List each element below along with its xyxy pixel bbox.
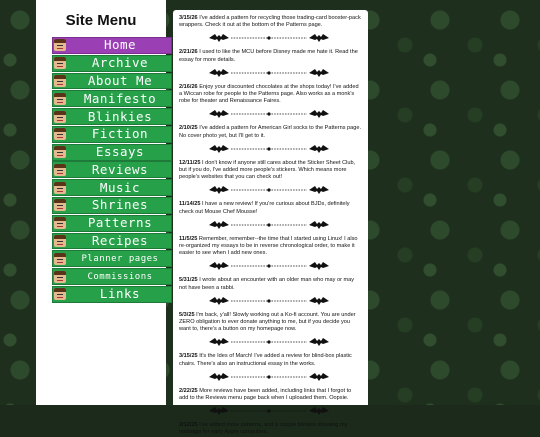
sidebar-item-label: Music (99, 179, 141, 195)
update-entry (173, 10, 368, 29)
bat-divider (173, 218, 368, 232)
updates-panel[interactable] (173, 10, 368, 436)
sidebar-item-label: Manifesto (83, 90, 157, 106)
avatar-icon (54, 39, 66, 51)
avatar-icon (54, 111, 66, 123)
update-date: 2/21/26 (179, 49, 198, 56)
update-text: I've added a pattern for recycling those trading-card booster-pack wrappers. Check it out at the bottom of the Patterns page. (179, 15, 361, 29)
update-date: 3/15/26 (179, 15, 198, 21)
sidebar (36, 0, 166, 405)
avatar-icon (54, 182, 66, 194)
avatar-icon (54, 75, 66, 87)
update-entry (173, 277, 368, 291)
update-date: 12/11/25 (179, 159, 201, 166)
update-date: 2/12/25 (179, 422, 198, 429)
bat-divider (173, 66, 368, 80)
sidebar-item-label: Fiction (91, 126, 149, 142)
avatar-icon (54, 57, 66, 69)
update-date: 5/31/25 (179, 277, 198, 284)
bat-icon (207, 259, 331, 273)
sidebar-item-fiction[interactable] (52, 126, 172, 143)
bat-icon (207, 142, 331, 156)
bat-divider (173, 335, 368, 349)
update-entry (173, 353, 368, 367)
sidebar-item-commissions[interactable] (52, 268, 172, 285)
sidebar-item-patterns[interactable] (52, 215, 172, 232)
update-entry (173, 125, 368, 139)
sidebar-item-label: Reviews (91, 161, 149, 177)
update-entry (173, 160, 368, 182)
bat-icon (207, 335, 331, 349)
sidebar-item-shrines[interactable] (52, 197, 172, 214)
avatar-icon (54, 217, 66, 229)
bat-divider (173, 31, 368, 45)
bat-icon (207, 183, 331, 197)
sidebar-item-archive[interactable] (52, 55, 172, 72)
update-entry (173, 201, 368, 215)
update-date: 2/22/25 (179, 387, 198, 394)
update-text: I wrote about an encounter with an older man who may or may not have been a rabbi. (179, 277, 355, 291)
avatar-icon (54, 235, 66, 247)
update-entry (173, 84, 368, 106)
avatar-icon (54, 288, 66, 300)
avatar-icon (54, 199, 66, 211)
update-text: More reviews have been added, including links that I forgot to add to the Reviews menu page back when I uploaded them. Oopsie. (179, 387, 352, 402)
sidebar-item-label: Shrines (91, 197, 149, 213)
sidebar-item-label: Blinkies (87, 108, 153, 124)
avatar-icon (54, 164, 66, 176)
update-text: I have a new review! If you're curious about BJDs, definitely check out Mouse Chef Mousse! (179, 201, 350, 215)
avatar-icon (54, 128, 66, 140)
bat-icon (207, 218, 331, 232)
sidebar-item-planner-pages[interactable] (52, 250, 172, 267)
bat-divider (173, 259, 368, 273)
sidebar-item-reviews[interactable] (52, 161, 172, 178)
update-date: 11/14/25 (179, 201, 201, 208)
update-entry (173, 236, 368, 258)
sidebar-item-label: Home (103, 37, 137, 53)
bat-divider (173, 294, 368, 308)
update-text: I'm back, y'all! Slowly working out a Ko-fi account. You are under ZERO obligation to ever donate anything to me, but if you decide you want to, there's a button on my homepage now. (179, 311, 356, 333)
update-date: 5/3/25 (179, 311, 195, 318)
update-text: I don't know if anyone still cares about the Sticker Sheet Club, but if you do, I've added more people's stickers. Which means more people's websites that you can check out! (179, 159, 356, 181)
update-entry (173, 312, 368, 334)
bat-icon (207, 66, 331, 80)
bat-divider (173, 142, 368, 156)
sidebar-item-label: Commissions (87, 271, 153, 282)
bat-icon (207, 404, 331, 418)
update-date: 2/10/25 (179, 125, 198, 132)
bat-divider (173, 183, 368, 197)
update-text: I've added more patterns, and a couple blinkies showing my nostalgia for early Apple computers. (179, 422, 348, 436)
update-text: I've added a pattern for American Girl socks to the Patterns page. No cover photo yet, but I'll get to it. (179, 125, 362, 139)
bat-divider (173, 370, 368, 384)
sidebar-item-label: Archive (91, 55, 149, 71)
sidebar-item-music[interactable] (52, 179, 172, 196)
bat-icon (207, 31, 331, 45)
avatar-icon (54, 271, 66, 283)
avatar-icon (54, 146, 66, 158)
bat-icon (207, 107, 331, 121)
update-date: 3/15/25 (179, 353, 198, 360)
sidebar-item-links[interactable] (52, 286, 172, 303)
sidebar-item-blinkies[interactable] (52, 108, 172, 125)
update-entry (173, 388, 368, 402)
bat-icon (207, 370, 331, 384)
avatar-icon (54, 93, 66, 105)
sidebar-item-home[interactable] (52, 37, 172, 54)
sidebar-item-label: Essays (95, 144, 145, 160)
bat-divider (173, 107, 368, 121)
site-menu (52, 37, 172, 304)
sidebar-item-label: Links (99, 286, 141, 302)
sidebar-item-about-me[interactable] (52, 73, 172, 90)
sidebar-item-label: Planner pages (81, 253, 159, 264)
update-text: I used to like the MCU before Disney made me hate it. Read the essay for more details. (179, 49, 358, 63)
sidebar-item-manifesto[interactable] (52, 90, 172, 107)
update-date: 11/5/25 (179, 235, 198, 242)
sidebar-item-label: Recipes (91, 233, 149, 249)
avatar-icon (54, 253, 66, 265)
sidebar-title: Site Menu (65, 12, 137, 29)
bat-icon (207, 294, 331, 308)
sidebar-item-recipes[interactable] (52, 233, 172, 250)
sidebar-item-label: About Me (87, 73, 153, 89)
update-text: It's the Ides of March! I've added a review for blind-box plastic chairs. There's also an instructional essay in the works. (179, 353, 352, 367)
update-date: 2/16/26 (179, 83, 198, 90)
update-entry (173, 422, 368, 436)
update-entry (173, 49, 368, 63)
update-text: Remember, remember--the time that I started using Linux! I also re-organized my essays to be in reverse chronological order, to make it easier to see when I add new ones. (179, 235, 358, 257)
update-text: Enjoy your discounted chocolates at the shops today! I've added a Wiccan robe for people to the Patterns page. Also works as a monk's robe for theater and Renaissance Faires. (179, 83, 359, 105)
sidebar-item-essays[interactable] (52, 144, 172, 161)
sidebar-item-label: Patterns (87, 215, 153, 231)
bat-divider (173, 404, 368, 418)
